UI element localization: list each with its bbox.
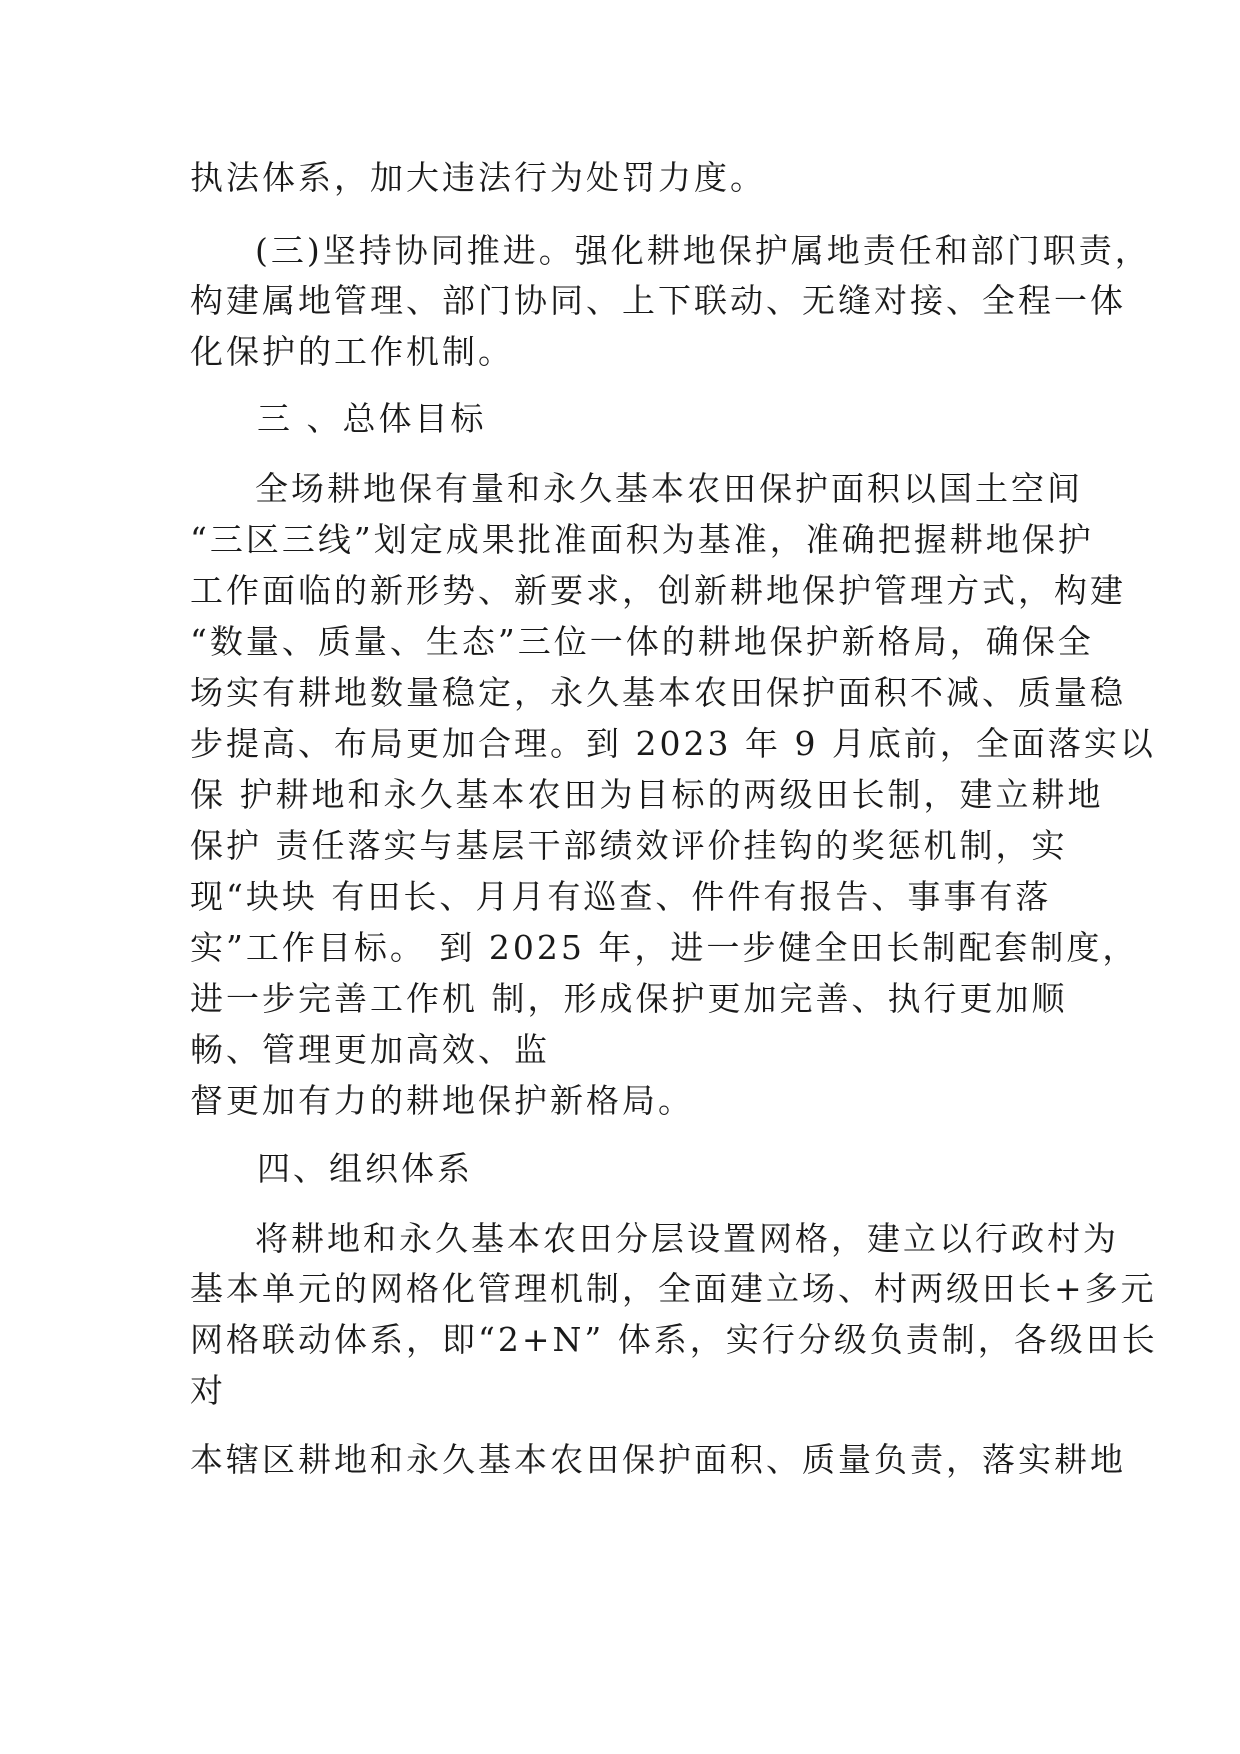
text-line: 场实有耕地数量稳定，永久基本农田保护面积不减、质量稳 (190, 673, 1126, 712)
text-line: 网格联动体系，即“2+N” 体系，实行分级负责制，各级田长 (190, 1320, 1158, 1359)
text-line: 保护 责任落实与基层干部绩效评价挂钩的奖惩机制，实 (190, 826, 1068, 865)
text-line: 基本单元的网格化管理机制，全面建立场、村两级田长+多元 (190, 1269, 1157, 1308)
text-line: 执法体系，加大违法行为处罚力度。 (190, 158, 766, 197)
text-line: “数量、质量、生态”三位一体的耕地保护新格局，确保全 (190, 622, 1094, 661)
text-line: (三)坚持协同推进。强化耕地保护属地责任和部门职责， (255, 231, 1151, 270)
text-line: 将耕地和永久基本农田分层设置网格，建立以行政村为 (255, 1219, 1119, 1258)
text-line: 进一步完善工作机 制，形成保护更加完善、执行更加顺 (190, 979, 1068, 1018)
text-line: 化保护的工作机制。 (190, 332, 514, 371)
text-line: 本辖区耕地和永久基本农田保护面积、质量负责，落实耕地 (190, 1440, 1126, 1479)
section-heading: 四、组织体系 (257, 1149, 473, 1188)
text-line: 全场耕地保有量和永久基本农田保护面积以国土空间 (255, 469, 1083, 508)
section-heading: 三 、总体目标 (257, 399, 487, 438)
text-line: 督更加有力的耕地保护新格局。 (190, 1081, 694, 1120)
text-line: 对 (190, 1371, 226, 1410)
text-line: 构建属地管理、部门协同、上下联动、无缝对接、全程一体 (190, 281, 1126, 320)
text-line: 实”工作目标。 到 2025 年，进一步健全田长制配套制度， (190, 928, 1139, 967)
text-line: 工作面临的新形势、新要求，创新耕地保护管理方式，构建 (190, 571, 1126, 610)
text-line: 步提高、布局更加合理。到 2023 年 9 月底前，全面落实以 (190, 724, 1156, 763)
text-line: 保 护耕地和永久基本农田为目标的两级田长制，建立耕地 (190, 775, 1104, 814)
text-line: 畅、管理更加高效、监 (190, 1030, 550, 1069)
text-line: 现“块块 有田长、月月有巡查、件件有报告、事事有落 (190, 877, 1052, 916)
text-line: “三区三线”划定成果批准面积为基准，准确把握耕地保护 (190, 520, 1094, 559)
